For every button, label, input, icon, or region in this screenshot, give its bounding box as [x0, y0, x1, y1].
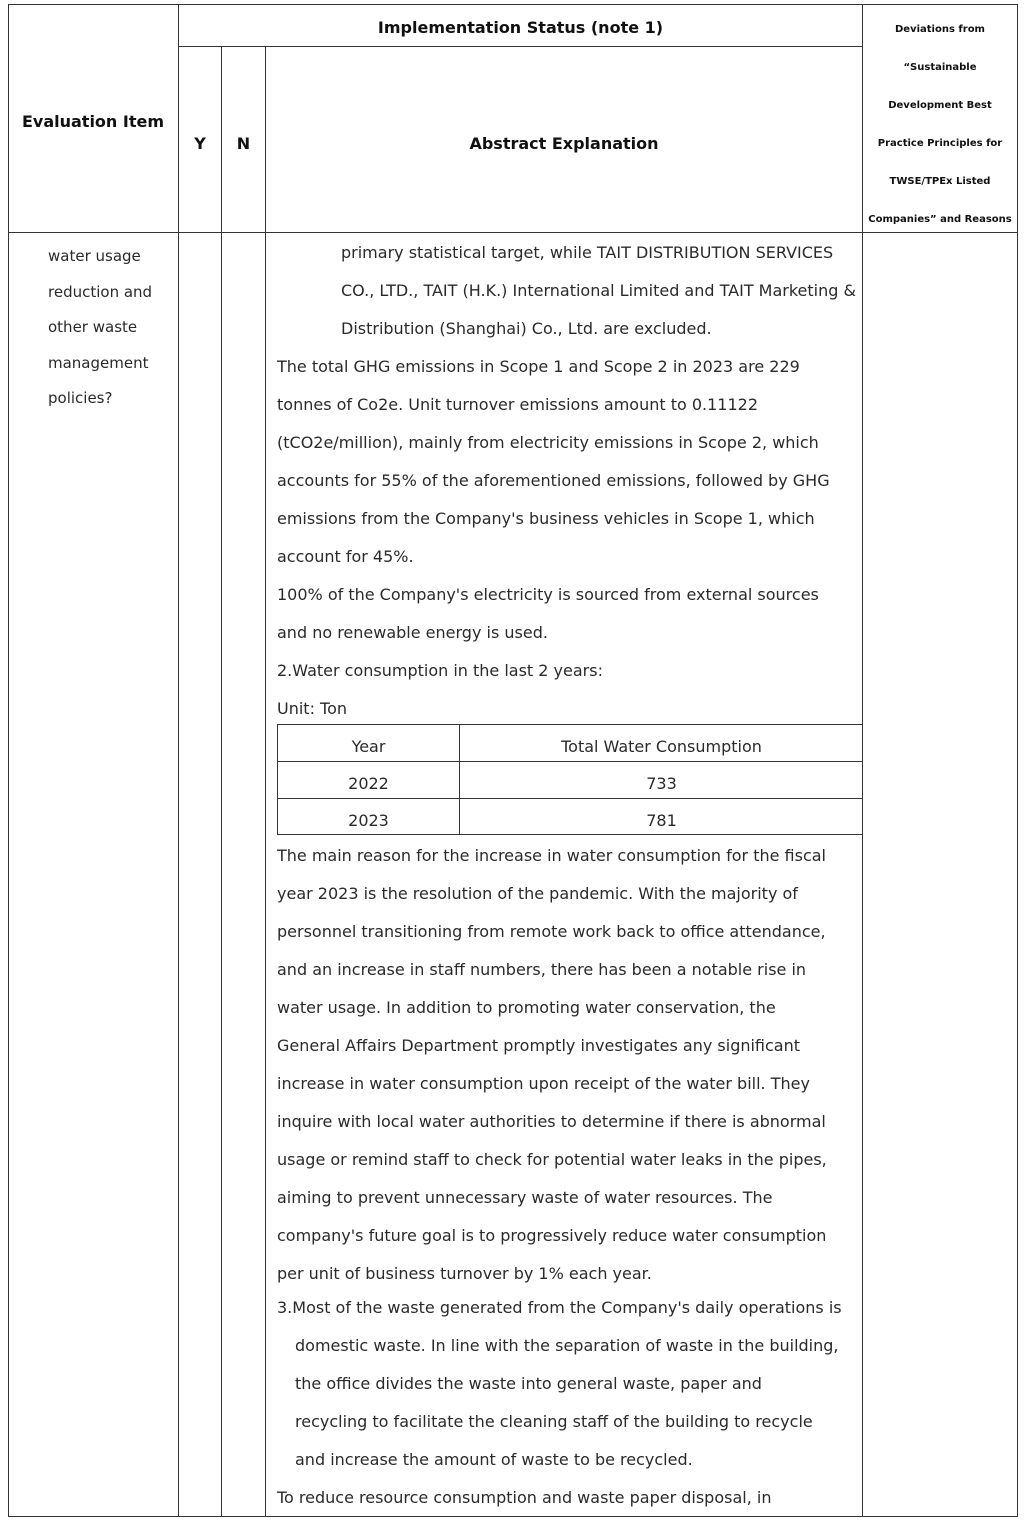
explanation-line: 2.Water consumption in the last 2 years: [277, 661, 603, 680]
explanation-line: recycling to facilitate the cleaning staff of the building to recycle [295, 1412, 813, 1431]
water-table-cell: 781 [646, 811, 677, 830]
y-column-header: Y [194, 134, 206, 153]
explanation-line: increase in water consumption upon receipt of the water bill. They [277, 1074, 810, 1093]
explanation-line: 100% of the Company's electricity is sourced from external sources [277, 585, 819, 604]
explanation-line: tonnes of Co2e. Unit turnover emissions amount to 0.11122 [277, 395, 759, 414]
evaluation-item-header: Evaluation Item [21, 112, 165, 131]
explanation-line: To reduce resource consumption and waste paper disposal, in [277, 1488, 772, 1507]
explanation-line: aiming to prevent unnecessary waste of water resources. The [277, 1188, 773, 1207]
water-table-header-year: Year [351, 737, 386, 756]
evaluation-item-text [48, 239, 152, 417]
abstract-explanation-header: Abstract Explanation [469, 134, 659, 153]
explanation-line: General Affairs Department promptly investigates any significant [277, 1036, 801, 1055]
unit-label: Unit: Ton [277, 699, 348, 718]
deviations-header-line: “Sustainable [903, 62, 977, 73]
deviations-header [863, 11, 1017, 239]
explanation-line: account for 45%. [277, 547, 414, 566]
explanation-line: Distribution (Shanghai) Co., Ltd. are excluded. [341, 319, 712, 338]
deviations-header-line: Companies” and Reasons [868, 214, 1012, 225]
explanation-line: usage or remind staff to check for potential water leaks in the pipes, [277, 1150, 827, 1169]
deviations-header-line: Deviations from [895, 24, 985, 35]
water-table-cell: 733 [646, 774, 677, 793]
waste-paragraph [277, 1289, 842, 1517]
deviations-header-line: Practice Principles for [877, 138, 1003, 149]
explanation-line: The total GHG emissions in Scope 1 and Scope 2 in 2023 are 229 [277, 357, 800, 376]
explanation-line: company's future goal is to progressively reduce water consumption [277, 1226, 827, 1245]
ghg-emissions-paragraph [277, 348, 830, 728]
explanation-line: and increase the amount of waste to be recycled. [295, 1450, 693, 1469]
water-table-header-consumption: Total Water Consumption [561, 737, 762, 756]
explanation-line: water usage. In addition to promoting water conservation, the [277, 998, 776, 1017]
explanation-line: CO., LTD., TAIT (H.K.) International Limited and TAIT Marketing & [341, 281, 856, 300]
explanation-line: and no renewable energy is used. [277, 623, 548, 642]
explanation-line: domestic waste. In line with the separation of waste in the building, [295, 1336, 839, 1355]
explanation-intro [341, 234, 856, 348]
explanation-line: emissions from the Company's business vehicles in Scope 1, which [277, 509, 815, 528]
explanation-line: inquire with local water authorities to determine if there is abnormal [277, 1112, 826, 1131]
explanation-line: (tCO2e/million), mainly from electricity emissions in Scope 2, which [277, 433, 819, 452]
explanation-line: primary statistical target, while TAIT DISTRIBUTION SERVICES [341, 243, 834, 262]
explanation-line: and an increase in staff numbers, there has been a notable rise in [277, 960, 807, 979]
deviations-header-line: TWSE/TPEx Listed [889, 176, 991, 187]
explanation-line: The main reason for the increase in water consumption for the fiscal [277, 846, 826, 865]
evaluation-item-line: water usage [48, 247, 141, 265]
explanation-line: per unit of business turnover by 1% each year. [277, 1264, 652, 1283]
evaluation-item-line: policies? [48, 389, 113, 407]
deviations-header-line: Development Best [888, 100, 992, 111]
explanation-line: the office divides the waste into general waste, paper and [295, 1374, 762, 1393]
evaluation-item-line: other waste [48, 318, 138, 336]
water-consumption-table [277, 724, 863, 835]
explanation-line: personnel transitioning from remote work back to office attendance, [277, 922, 826, 941]
evaluation-item-line: management [48, 353, 149, 372]
water-table-cell: 2023 [348, 811, 389, 830]
explanation-line: year 2023 is the resolution of the pandemic. With the majority of [277, 884, 798, 903]
water-consumption-paragraph [277, 837, 827, 1293]
water-table-cell: 2022 [348, 774, 389, 793]
explanation-line: 3.Most of the waste generated from the Company's daily operations is [277, 1298, 842, 1317]
evaluation-table [8, 4, 1018, 1517]
explanation-line: accounts for 55% of the aforementioned emissions, followed by GHG [277, 471, 830, 490]
evaluation-item-line: reduction and [48, 282, 153, 301]
implementation-status-header: Implementation Status (note 1) [377, 18, 664, 37]
n-column-header: N [236, 134, 251, 153]
